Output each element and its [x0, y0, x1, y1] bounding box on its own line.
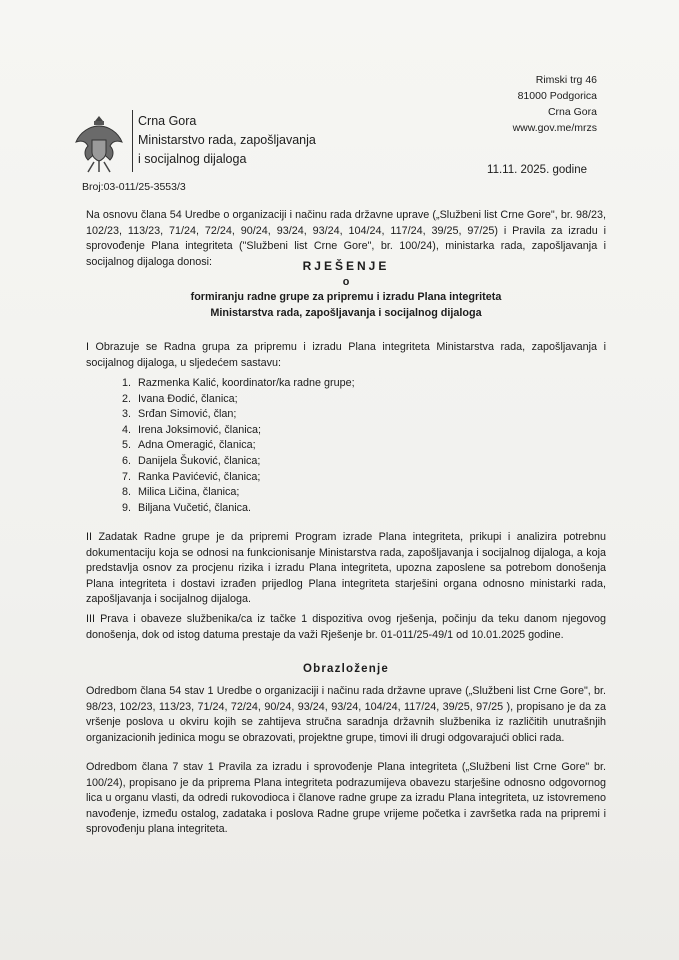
list-item: 1. Razmenka Kalić, koordinator/ka radne grupe; — [134, 376, 355, 392]
document-date: 11.11. 2025. godine — [487, 164, 587, 176]
header-divider — [132, 110, 133, 172]
coat-of-arms-icon — [72, 112, 126, 176]
obrazlozenje-paragraph-1: Odredbom člana 54 stav 1 Uredbe o organizaciji i načinu rada državne uprave („Službeni list Crne Gore", br. 98/23, 102/23, 113/23, 71/24, 72/24, 90/24, 93/24, 93/24, 104/24, 117/24, 39/25, 97/25 ), propisano je da za vršenje poslova u okviru kojih se zahtijeva stručna saradnja državnih službenika iz različitih unutrašnjih organizacionih jedinica mogu se obrazovati, projektne grupe, timovi ili drugi odgovarajući oblici rada. — [86, 685, 606, 744]
list-item: 5. Adna Omeragić, članica; — [134, 438, 355, 454]
document-number: Broj:03-011/25-3553/3 — [82, 181, 186, 193]
section-1: I Obrazuje se Radna grupa za pripremu i izradu Plana integriteta Ministarstva rada, zapošljavanja i socijalnog dijaloga, u sljedećem sastavu: — [86, 341, 606, 369]
section-2: II Zadatak Radne grupe je da pripremi Program izrade Plana integriteta, prikupi i analizira potrebnu dokumentaciju koja se odnosi na funkcionisanje Ministarstva rada, zapošljavanja i socijalnog dijaloga, a koja predstavlja osnov za procjenu rizika i izradu Plana integriteta, upozna zaposlene sa potrebom donošenja Plana integriteta i dostavi izrađen prijedlog Plana integriteta starješini organa odnosno ministarki rada, zapošljavanja i socijalnog dijaloga. — [86, 531, 606, 606]
list-item: 6. Danijela Šuković, članica; — [134, 454, 355, 470]
list-item: 2. Ivana Đodić, članica; — [134, 392, 355, 408]
obrazlozenje-heading: Obrazloženje — [303, 663, 389, 675]
list-item: 9. Biljana Vučetić, članica. — [134, 501, 355, 517]
member-list — [114, 376, 355, 516]
list-item: 3. Srđan Simović, član; — [134, 407, 355, 423]
section-3: III Prava i obaveze službenika/ca iz tačke 1 dispozitiva ovog rješenja, počinju da teku danom njegovog donošenja, dok od istog datuma prestaje da važi Rješenje br. 01-011/25-49/1 od 10.01.2025 godine. — [86, 613, 606, 641]
ministry-address: Rimski trg 46 81000 Podgorica Crna Gora www.gov.me/mrzs — [512, 74, 597, 134]
obrazlozenje-paragraph-2: Odredbom člana 7 stav 1 Pravila za izradu i sprovođenje Plana integriteta („Službeni list Crne Gore" br. 100/24), propisano je da pripremа Plana integriteta podrazumijeva obavezu starješine odnosno odgovornog lica u organu vlasti, da odredi rukovodioca i članove radne grupe za izradu Plana integriteta, uz istovremeno navođenje, između ostalog, zadataka i poslova Radne grupe vrijeme početka i završetka rada na pripremi i sprovođenju plana integriteta. — [86, 761, 606, 836]
resolution-title: RJEŠENJE o formiranju radne grupe za pripremu i izradu Plana integriteta Ministarstva rada, zapošljavanja i socijalnog dijaloga — [190, 259, 502, 319]
preamble: Na osnovu člana 54 Uredbe o organizaciji i načinu rada državne uprave („Službeni list Crne Gore", br. 98/23, 102/23, 113/23, 71/24, 72/24, 90/24, 93/24, 93/24, 104/24, 117/24, 39/25, 97/25) i Pravila za izradu i sprovođenje Plana integriteta ("Službeni list Crne Gore", br. 100/24), ministarka rada, zapošljavanja i socijalnog dijaloga donosi: — [86, 209, 606, 268]
list-item: 4. Irena Joksimović, članica; — [134, 423, 355, 439]
ministry-name: Crna Gora Ministarstvo rada, zapošljavanja i socijalnog dijaloga — [138, 114, 316, 166]
list-item: 7. Ranka Pavićević, članica; — [134, 470, 355, 486]
list-item: 8. Milica Ličina, članica; — [134, 485, 355, 501]
